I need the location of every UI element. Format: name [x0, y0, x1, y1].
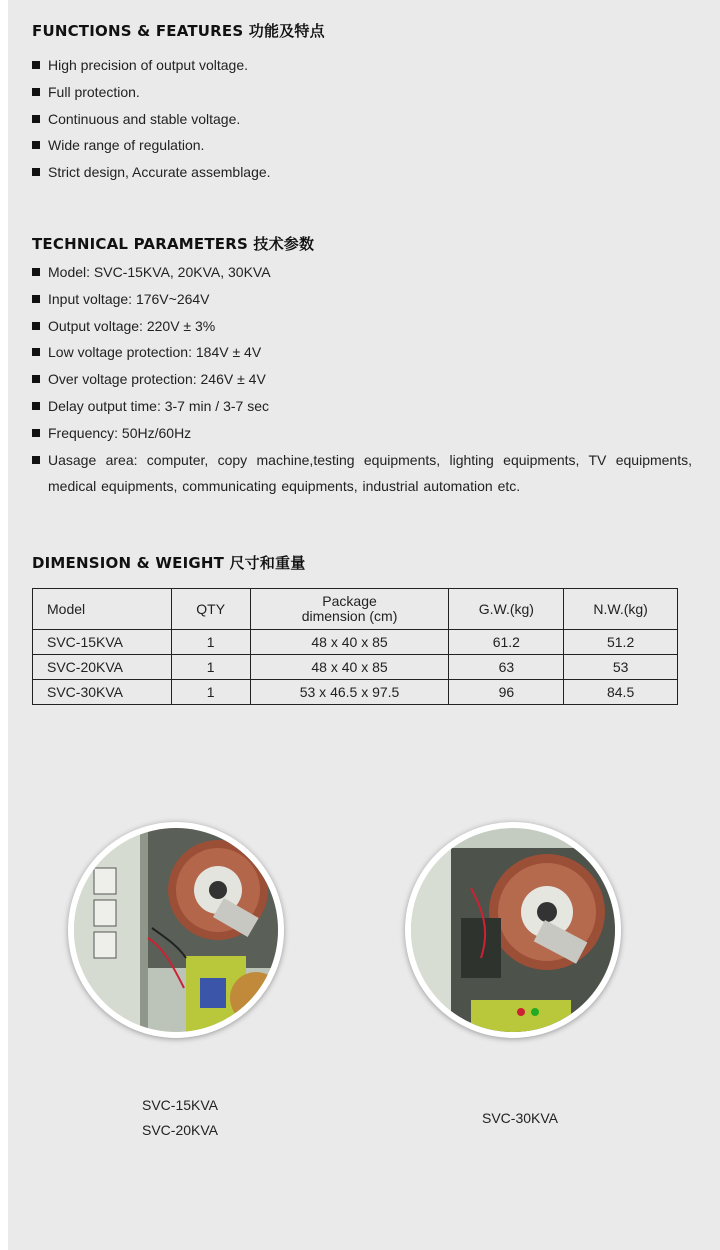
cell-nw: 53 [564, 655, 678, 680]
photo-caption [130, 1093, 230, 1143]
product-photo-svc-15-20kva [68, 822, 284, 1038]
table-row [33, 680, 678, 705]
functions-heading: FUNCTIONS & FEATURES 功能及特点 [32, 22, 325, 40]
cell-nw: 84.5 [564, 680, 678, 705]
technical-section [32, 233, 692, 500]
column-header-model: Model [33, 589, 172, 630]
parameter-item: Frequency: 50Hz/60Hz [32, 420, 692, 447]
column-header-package: Package dimension (cm) [250, 589, 449, 630]
dimension-table [32, 588, 678, 705]
caption-line: SVC-15KVA [142, 1097, 218, 1113]
caption-line: SVC-30KVA [482, 1110, 558, 1126]
parameter-item: Model: SVC-15KVA, 20KVA, 30KVA [32, 259, 692, 286]
parameter-item: Delay output time: 3-7 min / 3-7 sec [32, 393, 692, 420]
column-header-qty: QTY [171, 589, 250, 630]
cell-gw: 96 [449, 680, 564, 705]
column-header-nw: N.W.(kg) [564, 589, 678, 630]
cell-qty: 1 [171, 655, 250, 680]
cell-nw: 51.2 [564, 630, 678, 655]
cell-gw: 63 [449, 655, 564, 680]
functions-section [32, 20, 692, 186]
parameter-item: Low voltage protection: 184V ± 4V [32, 339, 692, 366]
table-row [33, 630, 678, 655]
photo-caption [470, 1106, 570, 1131]
cell-package: 48 x 40 x 85 [250, 630, 449, 655]
dimension-heading: DIMENSION & WEIGHT 尺寸和重量 [32, 554, 306, 572]
cell-gw: 61.2 [449, 630, 564, 655]
parameter-item: Over voltage protection: 246V ± 4V [32, 366, 692, 393]
feature-item: Full protection. [32, 79, 692, 106]
feature-item: High precision of output voltage. [32, 52, 692, 79]
cell-package: 53 x 46.5 x 97.5 [250, 680, 449, 705]
cell-model: SVC-30KVA [33, 680, 172, 705]
feature-item: Strict design, Accurate assemblage. [32, 159, 692, 186]
functions-list [32, 52, 692, 186]
feature-item: Continuous and stable voltage. [32, 106, 692, 133]
table-header-row [33, 589, 678, 630]
parameter-item-usage: Uasage area: computer, copy machine,testing equipments, lighting equipments, TV equipments, medical equipments, communicating equipments, industrial automation etc. [32, 447, 692, 501]
parameter-item: Input voltage: 176V~264V [32, 286, 692, 313]
cell-model: SVC-20KVA [33, 655, 172, 680]
column-header-gw: G.W.(kg) [449, 589, 564, 630]
caption-line: SVC-20KVA [142, 1122, 218, 1138]
technical-heading: TECHNICAL PARAMETERS 技术参数 [32, 235, 315, 253]
cell-qty: 1 [171, 630, 250, 655]
regulator-interior-photo-icon [74, 828, 278, 1032]
cell-package: 48 x 40 x 85 [250, 655, 449, 680]
parameter-item: Output voltage: 220V ± 3% [32, 313, 692, 340]
feature-item: Wide range of regulation. [32, 132, 692, 159]
cell-qty: 1 [171, 680, 250, 705]
table-row [33, 655, 678, 680]
product-photo-svc-30kva [405, 822, 621, 1038]
technical-list [32, 259, 692, 500]
regulator-interior-photo-icon [411, 828, 615, 1032]
cell-model: SVC-15KVA [33, 630, 172, 655]
dimension-section [32, 552, 692, 574]
